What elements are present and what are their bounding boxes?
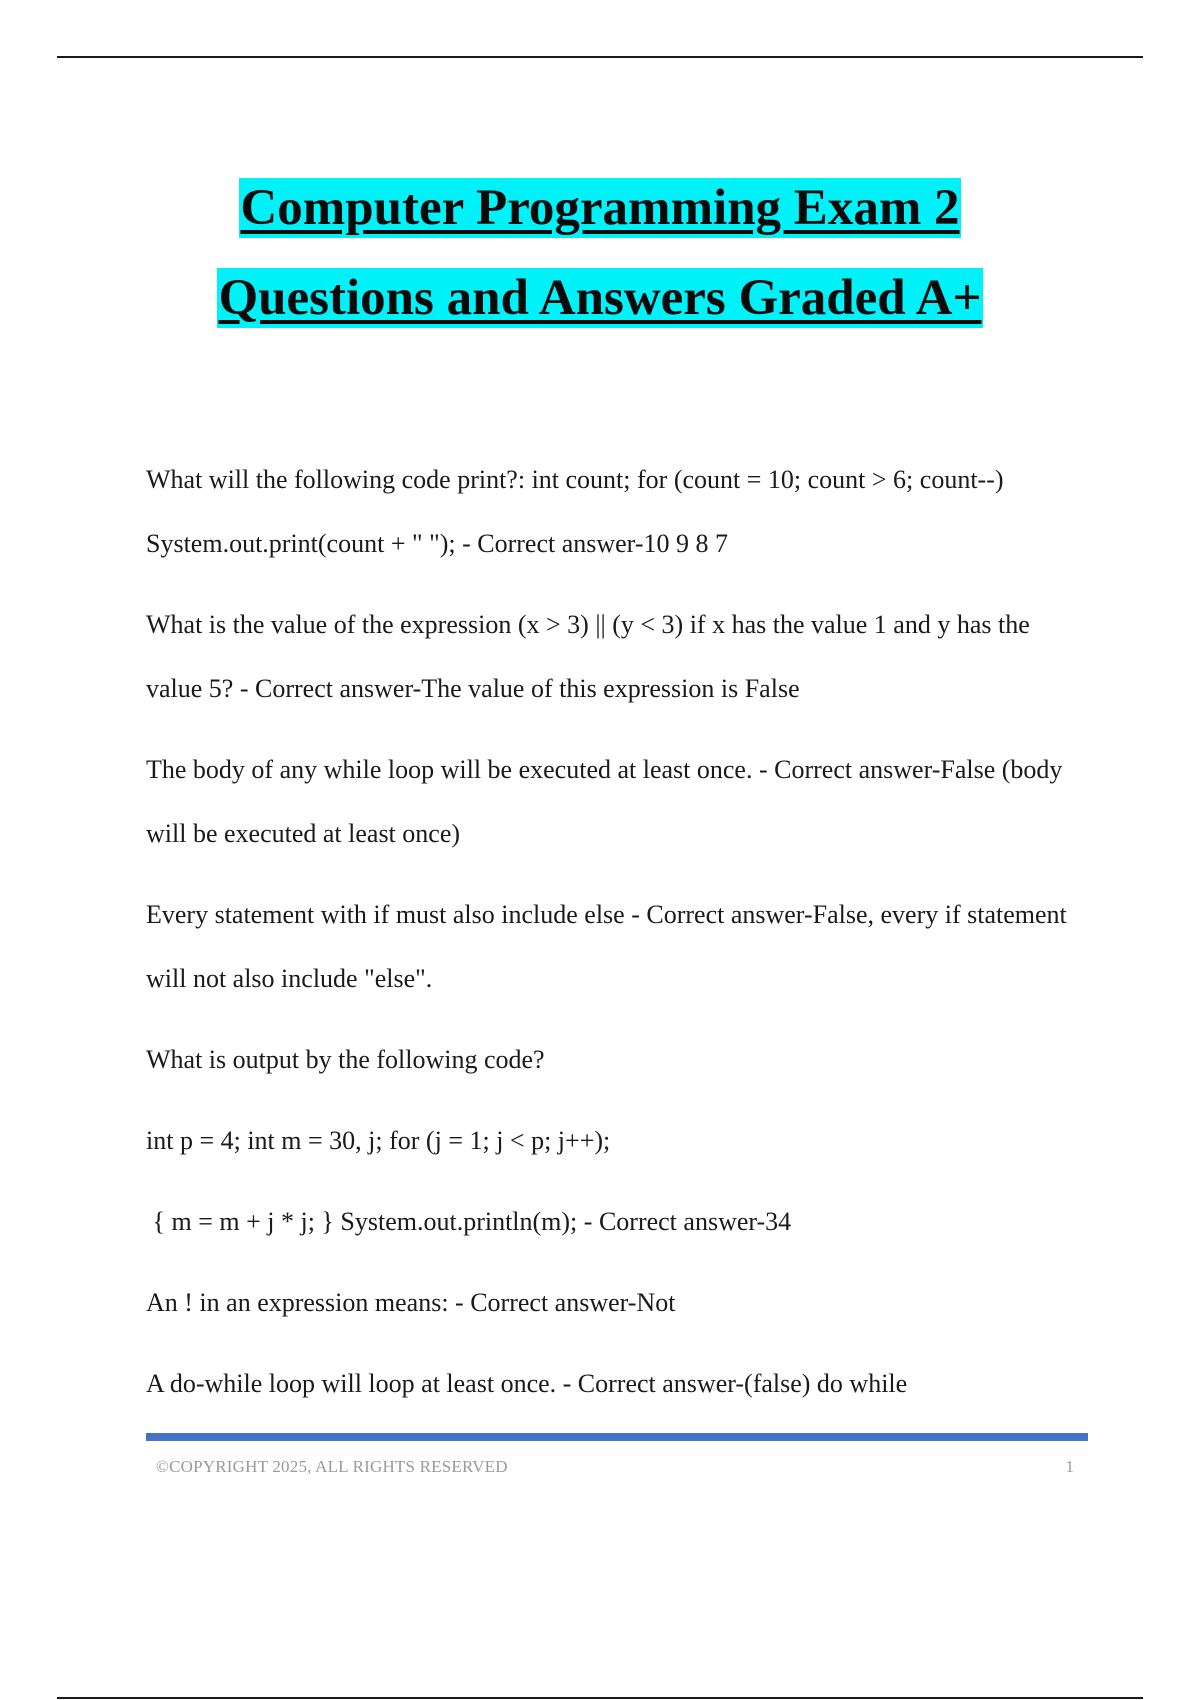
question-paragraph: A do-while loop will loop at least once. - Correct answer-(false) do while [146, 1369, 908, 1398]
page-number: 1 [1065, 1457, 1074, 1476]
title-line-1: Computer Programming Exam 2 [240, 180, 960, 236]
footer-copyright: ©COPYRIGHT 2025, ALL RIGHTS RESERVED [156, 1457, 508, 1476]
code-line: { m = m + j * j; } System.out.println(m); - Correct answer-34 [146, 1207, 792, 1236]
question-paragraph: What will the following code print?: int count; for (count = 10; count > 6; count--) System.out.print(count + " "); - Correct answer-10 9 8 7 [146, 465, 1004, 558]
document-title [0, 178, 1200, 328]
top-rule [57, 56, 1143, 58]
title-line-2: Questions and Answers Graded A+ [218, 270, 982, 326]
question-paragraph: What is output by the following code? [146, 1045, 545, 1074]
footer-bar [146, 1433, 1088, 1441]
code-line: int p = 4; int m = 30, j; for (j = 1; j < p; j++); [146, 1126, 611, 1155]
document-body [146, 448, 1086, 1433]
question-paragraph: The body of any while loop will be executed at least once. - Correct answer-False (body will be executed at least once) [146, 755, 1063, 848]
question-paragraph: What is the value of the expression (x > 3) || (y < 3) if x has the value 1 and y has the value 5? - Correct answer-The value of this expression is False [146, 610, 1030, 703]
question-paragraph: An ! in an expression means: - Correct answer-Not [146, 1288, 676, 1317]
question-paragraph: Every statement with if must also include else - Correct answer-False, every if statement will not also include "else". [146, 900, 1067, 993]
bottom-rule [57, 1697, 1143, 1699]
